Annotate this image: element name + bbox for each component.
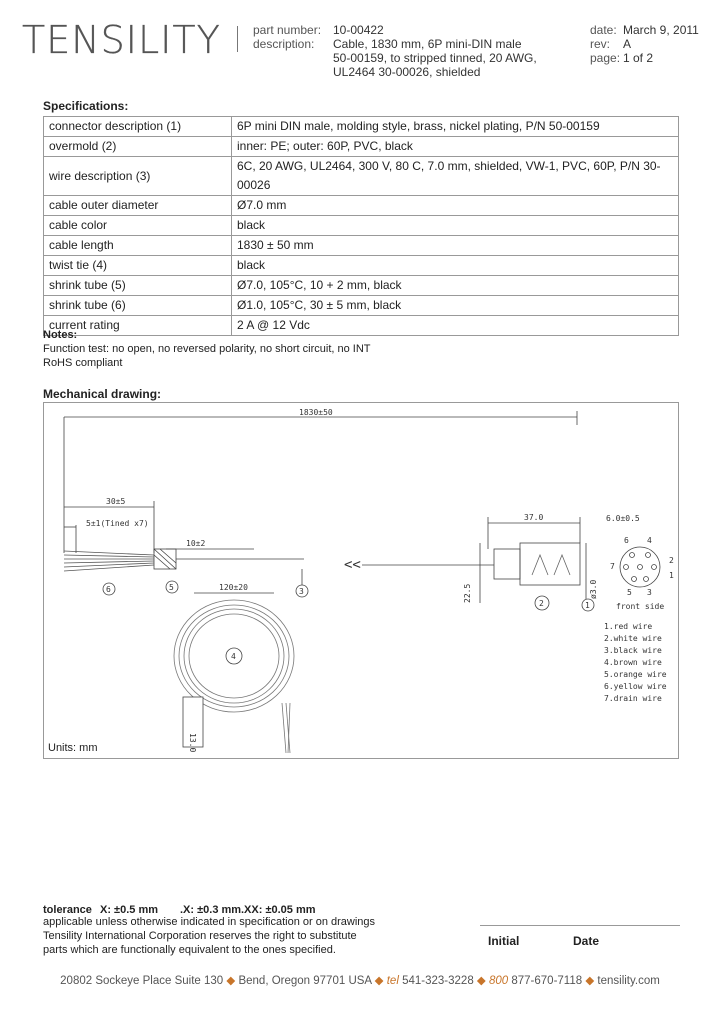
- svg-text:3: 3: [299, 587, 304, 596]
- dim-225-label: 22.5: [463, 583, 472, 603]
- part-number-label: part number:: [253, 23, 322, 37]
- spec-value: black: [232, 216, 679, 236]
- front-side-label: front side: [616, 602, 665, 611]
- spec-value: Ø1.0, 105°C, 30 ± 5 mm, black: [232, 296, 679, 316]
- pinout-circle: [620, 547, 660, 587]
- spec-row: [44, 196, 679, 216]
- svg-text:1: 1: [669, 571, 674, 580]
- notes-title: Notes:: [43, 329, 78, 341]
- spec-row: [44, 256, 679, 276]
- footer-address: 20802 Sockeye Place Suite 130: [60, 975, 224, 987]
- svg-text:4: 4: [231, 652, 236, 661]
- spec-key: cable color: [44, 216, 232, 236]
- svg-text:5: 5: [169, 583, 174, 592]
- specifications-table: [43, 116, 679, 336]
- footer-tollfree-label: 800: [488, 975, 509, 987]
- spec-row: [44, 276, 679, 296]
- date-signoff-label: Date: [573, 934, 600, 948]
- dim-tin-label: 5±1(Tined x7): [86, 519, 149, 528]
- note-line-2: RoHS compliant: [43, 357, 123, 369]
- page-label: page:: [590, 51, 621, 65]
- svg-text:6: 6: [624, 536, 629, 545]
- mechanical-drawing-title: Mechanical drawing:: [43, 387, 162, 401]
- svg-text:5: 5: [627, 588, 632, 597]
- svg-text:2: 2: [669, 556, 674, 565]
- spec-key: connector description (1): [44, 117, 232, 137]
- wire-7: 7.drain wire: [604, 694, 662, 703]
- spec-value: 6C, 20 AWG, UL2464, 300 V, 80 C, 7.0 mm, shielded, VW-1, PVC, 60P, P/N 30-00026: [232, 157, 679, 196]
- tolerance-x2: .XX: ±0.05 mm: [241, 904, 316, 916]
- svg-text:2: 2: [539, 599, 544, 608]
- tolerance-line-2: Tensility International Corporation reserves the right to substitute: [43, 930, 357, 942]
- tolerance-line-3: parts which are functionally equivalent to the ones specified.: [43, 944, 336, 956]
- date-value: March 9, 2011: [623, 23, 699, 37]
- dim-130-label: 13.0: [188, 733, 197, 753]
- description-label: description:: [253, 37, 315, 51]
- tolerance-x1: .X: ±0.3 mm: [180, 904, 242, 916]
- spec-key: overmold (2): [44, 137, 232, 157]
- dim-6-label: 6.0±0.5: [606, 514, 640, 523]
- spec-key: cable length: [44, 236, 232, 256]
- footer-tel-label: tel: [386, 975, 399, 987]
- tolerance-line-1: applicable unless otherwise indicated in specification or on drawings: [43, 916, 376, 928]
- svg-text:3: 3: [647, 588, 652, 597]
- spec-row: [44, 157, 679, 196]
- wire-2: 2.white wire: [604, 634, 662, 643]
- wire-3: 3.black wire: [604, 646, 662, 655]
- date-label: date:: [590, 23, 617, 37]
- svg-text:7: 7: [610, 562, 615, 571]
- svg-text:1: 1: [585, 601, 590, 610]
- stripped-wires: [64, 551, 154, 571]
- spec-key: shrink tube (5): [44, 276, 232, 296]
- mechanical-drawing-frame: [43, 402, 679, 759]
- footer-city: Bend, Oregon 97701 USA: [238, 975, 372, 987]
- rev-label: rev:: [590, 37, 611, 51]
- footer-website: tensility.com: [597, 975, 660, 987]
- spec-row: [44, 216, 679, 236]
- wire-6: 6.yellow wire: [604, 682, 667, 691]
- dim-37-label: 37.0: [524, 513, 544, 522]
- spec-row: [44, 296, 679, 316]
- footer: 20802 Sockeye Place Suite 130 ◆ Bend, Oregon 97701 USA ◆ tel 541-323-3228 ◆ 800 877-670-7118 ◆ tensility.com: [60, 975, 660, 987]
- spec-value: 6P mini DIN male, molding style, brass, nickel plating, P/N 50-00159: [232, 117, 679, 137]
- description-line-2: 50-00159, to stripped tinned, 20 AWG,: [333, 51, 537, 65]
- spec-row: [44, 137, 679, 157]
- wire-1: 1.red wire: [604, 622, 653, 631]
- spec-key: current rating: [44, 316, 232, 336]
- tolerance-x: X: ±0.5 mm: [100, 904, 159, 916]
- units-label: Units: mm: [48, 742, 98, 754]
- spec-key: shrink tube (6): [44, 296, 232, 316]
- initial-label: Initial: [488, 934, 520, 948]
- svg-text:6: 6: [106, 585, 111, 594]
- dim-30-label: 30±5: [106, 497, 126, 506]
- mechanical-drawing: [44, 403, 678, 758]
- dim-total-label: 1830±50: [299, 408, 333, 417]
- spec-key: cable outer diameter: [44, 196, 232, 216]
- spec-row: [44, 117, 679, 137]
- description-line-1: Cable, 1830 mm, 6P mini-DIN male: [333, 37, 522, 51]
- connector-body: [520, 543, 580, 585]
- spec-key: wire description (3): [44, 157, 232, 196]
- spec-row: [44, 236, 679, 256]
- header-divider: [237, 26, 238, 52]
- spec-value: inner: PE; outer: 60P, PVC, black: [232, 137, 679, 157]
- footer-tel: 541-323-3228: [402, 975, 474, 987]
- wire-5: 5.orange wire: [604, 670, 667, 679]
- spec-value: Ø7.0, 105°C, 10 + 2 mm, black: [232, 276, 679, 296]
- note-line-1: Function test: no open, no reversed polarity, no short circuit, no INT: [43, 343, 371, 355]
- footer-tollfree: 877-670-7118: [511, 975, 583, 987]
- wire-tail: [282, 703, 290, 753]
- page-value: 1 of 2: [623, 51, 654, 65]
- svg-text:4: 4: [647, 536, 652, 545]
- spec-value: 2 A @ 12 Vdc: [232, 316, 679, 336]
- signoff-block: [480, 925, 680, 948]
- part-number-value: 10-00422: [333, 23, 384, 37]
- spec-row: [44, 316, 679, 336]
- dim-30b-label: ø3.0: [589, 579, 598, 599]
- wire-color-list: [604, 622, 667, 703]
- break-symbol: <<: [344, 557, 361, 573]
- spec-key: twist tie (4): [44, 256, 232, 276]
- company-logo: TENSILITY: [22, 18, 221, 62]
- wire-4: 4.brown wire: [604, 658, 662, 667]
- spec-value: Ø7.0 mm: [232, 196, 679, 216]
- tolerance-title: tolerance: [43, 904, 92, 916]
- dim-10-label: 10±2: [186, 539, 206, 548]
- spec-value: black: [232, 256, 679, 276]
- rev-value: A: [623, 37, 632, 51]
- specifications-title: Specifications:: [43, 99, 129, 113]
- description-line-3: UL2464 30-00026, shielded: [333, 65, 481, 79]
- spec-value: 1830 ± 50 mm: [232, 236, 679, 256]
- dim-120-label: 120±20: [219, 583, 248, 592]
- overmold-strain-relief: [494, 549, 520, 579]
